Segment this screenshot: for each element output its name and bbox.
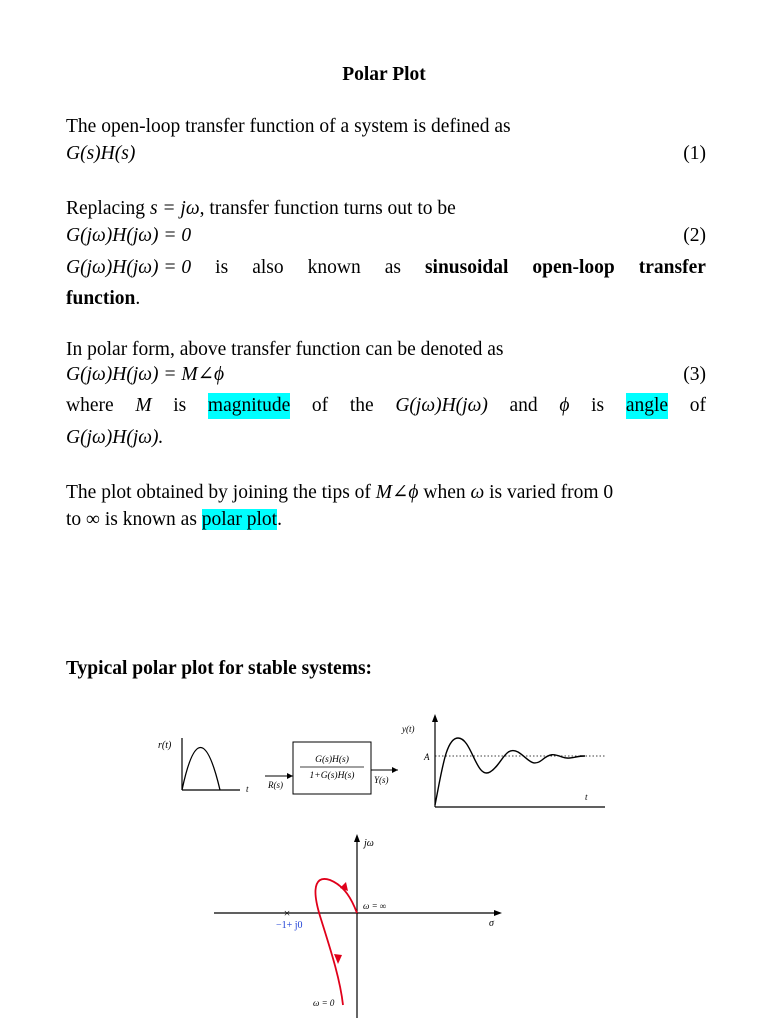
equation-2: G(jω)H(jω) = 0 — [66, 225, 192, 246]
section-heading: Typical polar plot for stable systems: — [66, 658, 373, 679]
r-label: r(t) — [158, 740, 172, 751]
w-zero-label: ω = 0 — [313, 998, 335, 1008]
figure-polar-plot — [200, 828, 520, 1022]
y-label: y(t) — [402, 724, 415, 734]
R-label: R(s) — [268, 780, 283, 790]
figure-block-diagram — [150, 710, 620, 815]
page-title: Polar Plot — [342, 64, 426, 85]
para2-line2: function. — [66, 288, 141, 309]
Y-label: Y(s) — [374, 775, 389, 785]
equation-2-number: (2) — [683, 225, 706, 246]
sigma-label: σ — [489, 918, 494, 929]
critical-point-cross: × — [283, 906, 291, 920]
para3-text: In polar form, above transfer function can be denoted as — [66, 339, 504, 360]
para3-line: where M is magnitude of the G(jω)H(jω) and ϕ is angle of — [66, 393, 706, 419]
equation-3-number: (3) — [683, 364, 706, 385]
A-label: A — [424, 752, 430, 762]
para4-line2: to ∞ is known as polar plot. — [66, 509, 282, 530]
para1-text: The open-loop transfer function of a system is defined as — [66, 116, 511, 137]
tf-denominator: 1+G(s)H(s) — [309, 771, 355, 781]
t2-label: t — [585, 792, 588, 802]
para4-line1: The plot obtained by joining the tips of M∠ϕ when ω is varied from 0 — [66, 482, 614, 503]
equation-1-number: (1) — [683, 143, 706, 164]
t-label: t — [246, 784, 249, 794]
curve-arrow-1 — [334, 954, 342, 964]
tf-numerator: G(s)H(s) — [315, 755, 349, 765]
para2-line: G(jω)H(jω) = 0 is also known as sinusoidal open-loop transfer — [66, 257, 706, 278]
jw-label: jω — [364, 838, 374, 849]
equation-1: G(s)H(s) — [66, 143, 136, 164]
critical-point-label: −1+ j0 — [276, 920, 303, 931]
w-inf-label: ω = ∞ — [363, 901, 387, 911]
para3-line2: G(jω)H(jω). — [66, 427, 164, 448]
para2-text: Replacing s = jω, transfer function turns out to be — [66, 198, 456, 219]
equation-3: G(jω)H(jω) = M∠ϕ — [66, 364, 225, 385]
